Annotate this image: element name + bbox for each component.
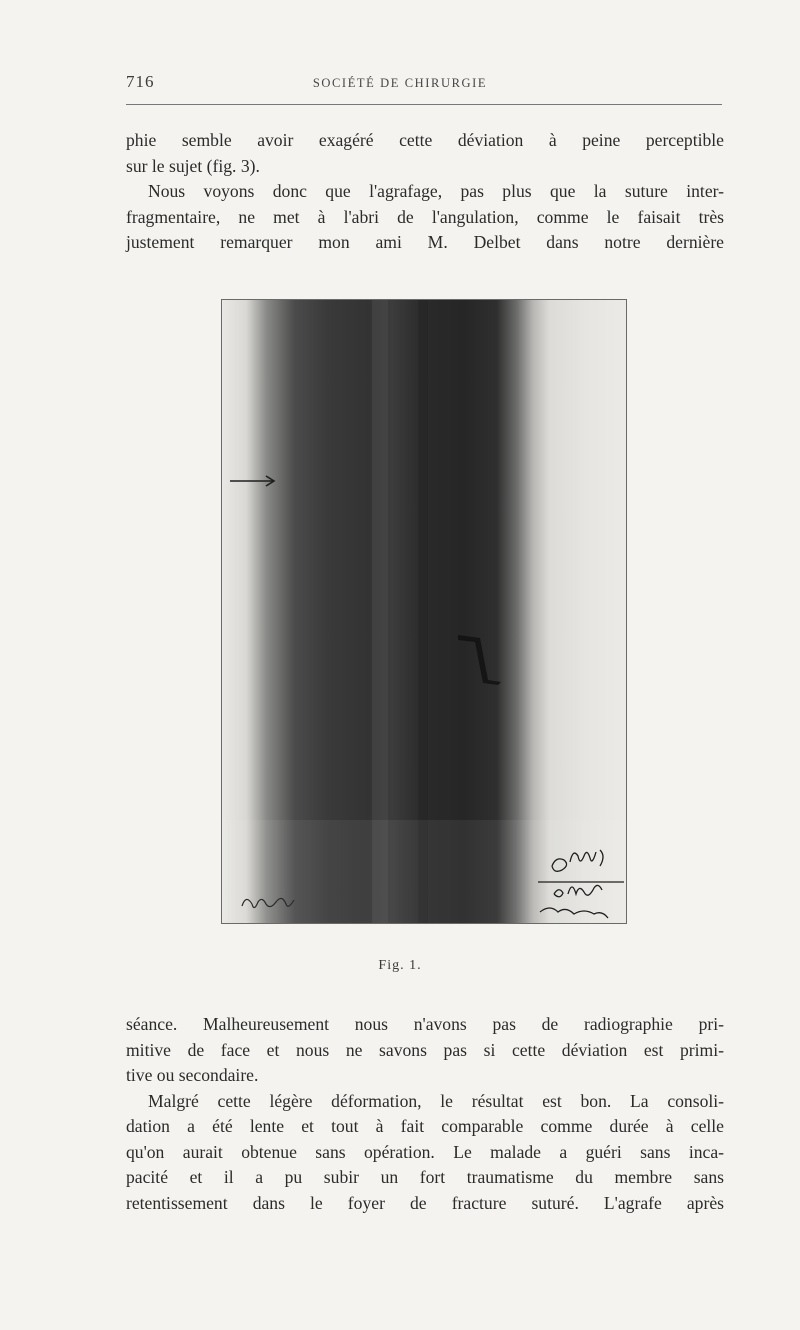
text-line: qu'on aurait obtenue sans opération. Le malade a guéri sans inca- [126, 1141, 724, 1162]
text-line: séance. Malheureusement nous n'avons pas de radiographie pri- [126, 1014, 724, 1034]
text-line: pacité et il a pu subir un fort traumatisme du membre sans [126, 1167, 724, 1187]
figure-caption: Fig. 1. [378, 958, 422, 973]
text-line: retentissement dans le foyer de fracture suturé. L'agrafe après [126, 1192, 724, 1213]
text-line: fragmentaire, ne met à l'abri de l'angulation, comme le faisait très [126, 206, 724, 227]
staple-clip-shape [458, 635, 501, 685]
text-line: phie semble avoir exagéré cette déviation à peine perceptible [126, 130, 724, 150]
body-text-top [126, 128, 724, 256]
arrow-marker-icon [230, 476, 274, 486]
text-line: justement remarquer mon ami M. Delbet dans notre dernière [126, 232, 724, 252]
text-line: Malgré cette légère déformation, le résultat est bon. La consoli- [148, 1090, 724, 1111]
radiograph-image [222, 300, 626, 923]
radiograph-figure [221, 299, 627, 924]
text-line: dation a été lente et tout à fait comparable comme durée à celle [126, 1116, 724, 1136]
text-line: mitive de face et nous ne savons pas si cette déviation est primi- [126, 1039, 724, 1060]
header-rule [126, 104, 722, 105]
text-line: Nous voyons donc que l'agrafage, pas plus que la suture inter- [148, 181, 724, 201]
text-line: sur le sujet (fig. 3). [126, 155, 260, 176]
running-head: SOCIÉTÉ DE CHIRURGIE [312, 76, 488, 90]
body-text-bottom [126, 1012, 724, 1216]
text-line: tive ou secondaire. [126, 1065, 259, 1085]
page-number: 716 [126, 72, 155, 91]
lower-fade [222, 820, 626, 923]
